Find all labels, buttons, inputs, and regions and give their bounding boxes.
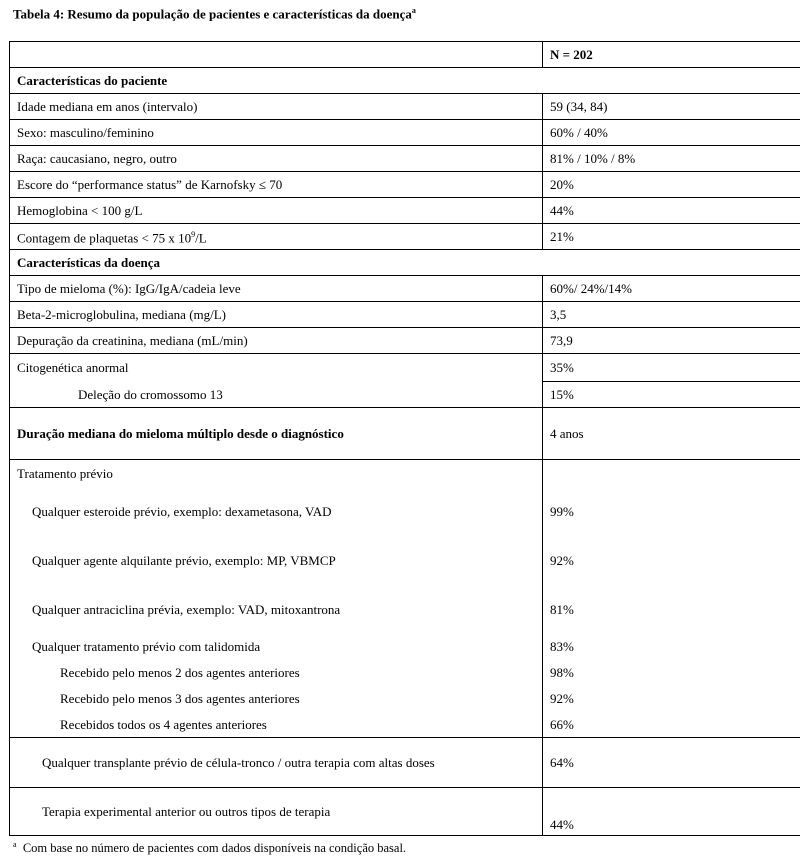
table-row [10, 354, 800, 382]
table-row [10, 488, 800, 536]
section-header-row [10, 68, 800, 94]
row-label: Tratamento prévio [10, 460, 543, 488]
row-label: Qualquer transplante prévio de célula-tronco / outra terapia com altas doses [10, 738, 543, 788]
row-label: Citogenética anormal [10, 354, 543, 382]
table-row [10, 224, 800, 250]
row-label: Qualquer esteroide prévio, exemplo: dexametasona, VAD [10, 488, 543, 536]
platelet-unit: /L [195, 230, 207, 246]
table-row [10, 302, 800, 328]
caption-text: Tabela 4: Resumo da população de pacientes e características da doença [13, 6, 412, 22]
row-label [10, 224, 543, 250]
header-cell-label [10, 42, 543, 68]
row-value: 73,9 [543, 328, 800, 354]
row-label: Hemoglobina < 100 g/L [10, 198, 543, 224]
table-row [10, 120, 800, 146]
table-row [10, 382, 800, 408]
row-sub-label: Recebido pelo menos 2 dos agentes anteriores [10, 660, 543, 686]
row-label: Beta-2-microglobulina, mediana (mg/L) [10, 302, 543, 328]
table-footnote [13, 840, 406, 856]
table-row [10, 660, 800, 686]
row-value: 59 (34, 84) [543, 94, 800, 120]
section-patient-label: Características do paciente [10, 68, 800, 94]
section-header-row [10, 250, 800, 276]
row-label: Idade mediana em anos (intervalo) [10, 94, 543, 120]
row-value: 35% [543, 354, 800, 382]
row-sub-label: Recebidos todos os 4 agentes anteriores [10, 712, 543, 738]
footnote-marker: a [13, 840, 17, 849]
row-value: 99% [543, 488, 800, 536]
footnote-text: Com base no número de pacientes com dados disponíveis na condição basal. [22, 841, 407, 856]
caption-footnote-marker: a [411, 6, 416, 15]
table-row [10, 198, 800, 224]
row-sub-label: Deleção do cromossomo 13 [10, 382, 543, 408]
row-value: 66% [543, 712, 800, 738]
row-label: Tipo de mieloma (%): IgG/IgA/cadeia leve [10, 276, 543, 302]
row-label: Terapia experimental anterior ou outros tipos de terapia [10, 788, 543, 836]
table-row [10, 276, 800, 302]
row-label: Depuração da creatinina, mediana (mL/min) [10, 328, 543, 354]
row-value: 92% [543, 686, 800, 712]
row-sub-label: Recebido pelo menos 3 dos agentes anteriores [10, 686, 543, 712]
row-value: 44% [543, 198, 800, 224]
platelet-label-text: Contagem de plaquetas < 75 x 10 [17, 230, 192, 246]
row-value [543, 460, 800, 488]
row-label: Raça: caucasiano, negro, outro [10, 146, 543, 172]
row-value: 44% [543, 788, 800, 836]
patient-characteristics-table [9, 41, 800, 836]
row-label: Escore do “performance status” de Karnofsky ≤ 70 [10, 172, 543, 198]
row-value: 64% [543, 738, 800, 788]
row-label: Qualquer tratamento prévio com talidomida [10, 634, 543, 660]
table-row [10, 788, 800, 836]
table-row [10, 738, 800, 788]
row-value: 60% / 40% [543, 120, 800, 146]
row-value: 83% [543, 634, 800, 660]
table-row [10, 536, 800, 586]
table-row [10, 172, 800, 198]
table-caption [13, 6, 416, 22]
row-value: 15% [543, 382, 800, 408]
row-value: 81% / 10% / 8% [543, 146, 800, 172]
table-row [10, 408, 800, 460]
row-label: Duração mediana do mieloma múltiplo desde o diagnóstico [10, 408, 543, 460]
table-row [10, 712, 800, 738]
row-label: Qualquer agente alquilante prévio, exemplo: MP, VBMCP [10, 536, 543, 586]
row-value: 60%/ 24%/14% [543, 276, 800, 302]
table-row [10, 634, 800, 660]
table-row [10, 146, 800, 172]
table-row [10, 94, 800, 120]
table-header-row [10, 42, 800, 68]
table-row [10, 686, 800, 712]
header-cell-n: N = 202 [543, 42, 800, 68]
row-label: Qualquer antraciclina prévia, exemplo: VAD, mitoxantrona [10, 586, 543, 634]
table-row [10, 586, 800, 634]
row-value: 21% [543, 224, 800, 250]
table-row [10, 328, 800, 354]
section-disease-label: Características da doença [10, 250, 800, 276]
row-value: 92% [543, 536, 800, 586]
row-value: 81% [543, 586, 800, 634]
row-label: Sexo: masculino/feminino [10, 120, 543, 146]
row-value: 4 anos [543, 408, 800, 460]
table-row [10, 460, 800, 488]
row-value: 3,5 [543, 302, 800, 328]
platelet-exponent: 9 [191, 230, 196, 240]
row-value: 98% [543, 660, 800, 686]
row-value: 20% [543, 172, 800, 198]
